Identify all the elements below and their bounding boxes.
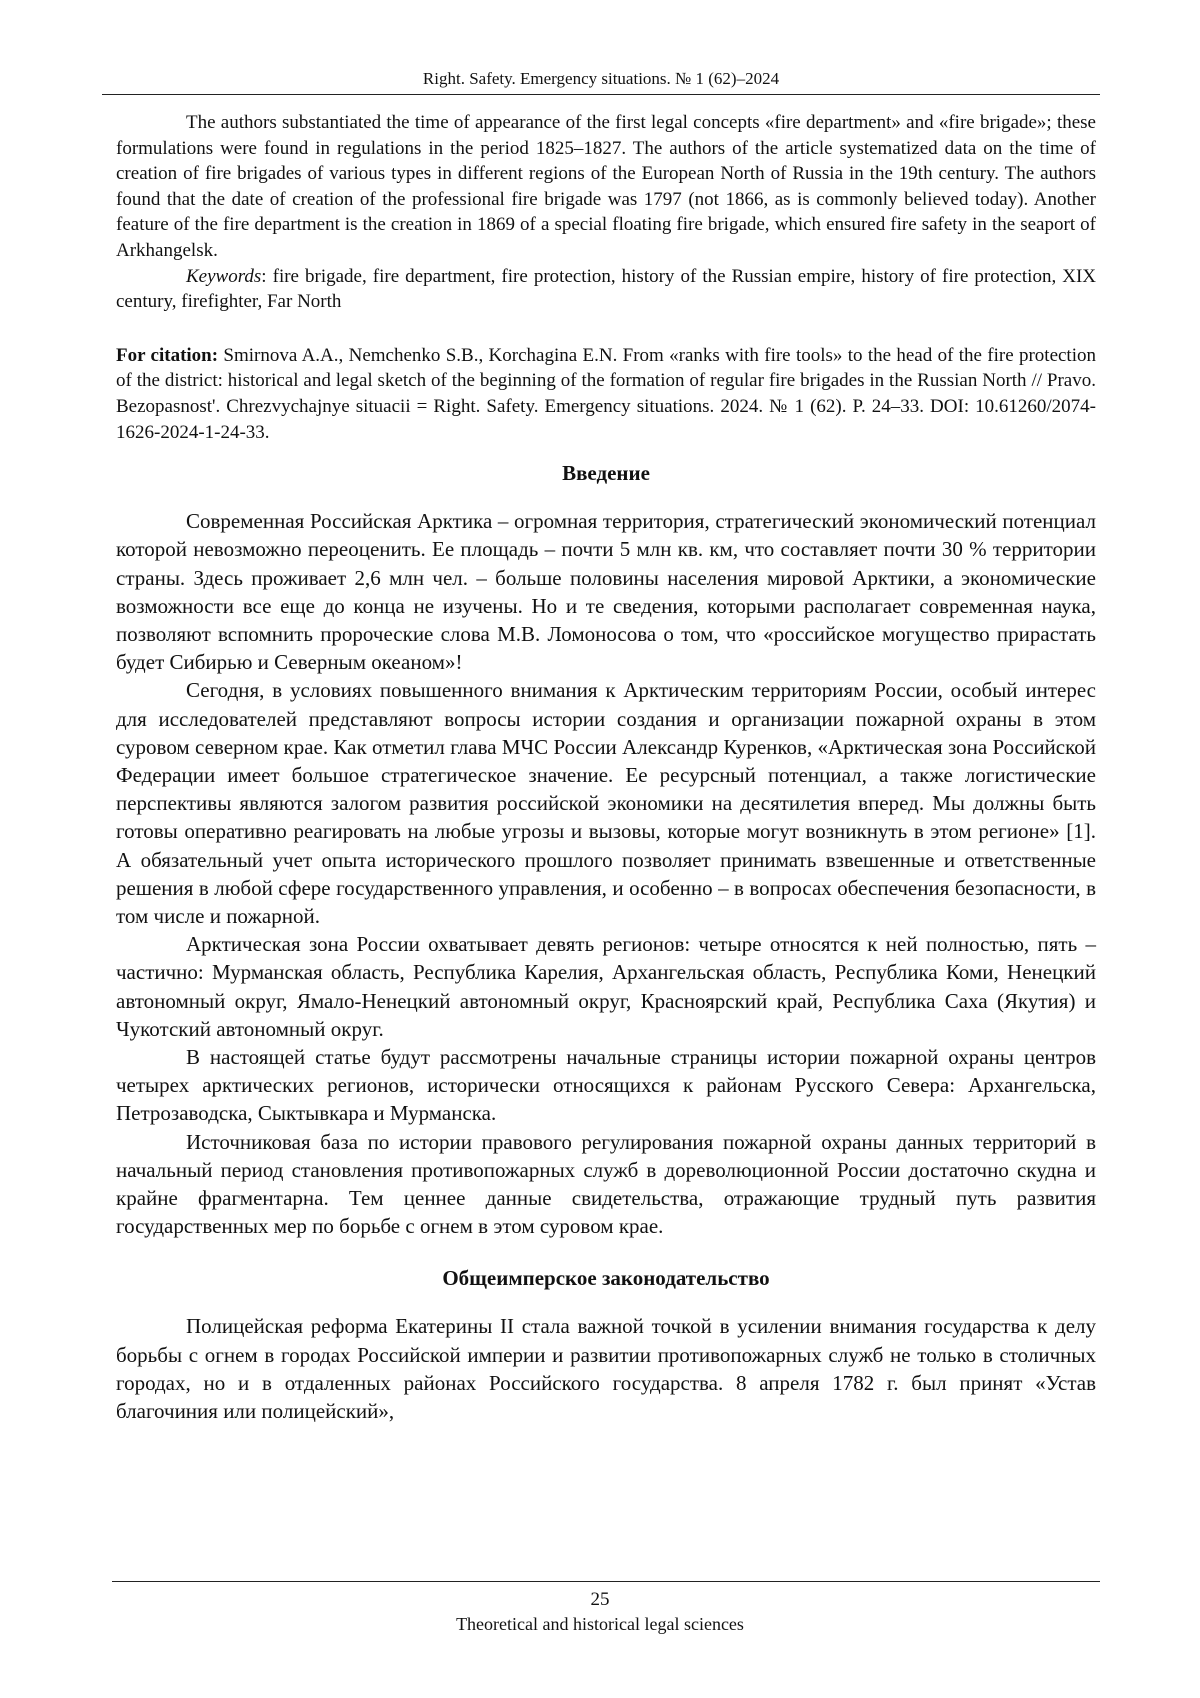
body-paragraph: Современная Российская Арктика – огромная территория, стратегический экономический потенциал которой невозможно переоценить. Ее площадь – почти 5 млн кв. км, что составляет почти 30 % территории страны. Здесь проживает 2,6 млн чел. – больше половины населения мировой Арктики, а экономические возможности все еще до конца не изучены. Но и те сведения, которыми располагает современная наука, позволяют вспомнить пророческие слова М.В. Ломоносова о том, что «российское могущество прирастать будет Сибирью и Северным океаном»! bbox=[116, 509, 1096, 675]
section-title-introduction: Введение bbox=[562, 461, 650, 486]
body-paragraph: Сегодня, в условиях повышенного внимания к Арктическим территориям России, особый интерес для исследователей представляют вопросы истории создания и организации пожарной охраны в этом суровом северном крае. Как отметил глава МЧС России Александр Куренков, «Арктическая зона Российской Федерации имеет большое стратегическое значение. Ее ресурсный потенциал, а также логистические перспективы являются залогом развития российской экономики на десятилетия вперед. Мы должны быть готовы оперативно реагировать на любые угрозы и вызовы, которые могут возникнуть в этом регионе» [1]. А обязательный учет опыта исторического прошлого позволяет принимать взвешенные и ответственные решения в любой сфере государственного управления, и особенно – в вопросах обеспечения безопасности, в том числе и пожарной. bbox=[116, 678, 1096, 928]
page-number: 25 bbox=[590, 1589, 610, 1610]
keywords-text: : fire brigade, fire department, fire protection, history of the Russian empire, history of fire protection, XIX century, firefighter, Far North bbox=[116, 265, 1096, 313]
footer-section-name: Theoretical and historical legal sciences bbox=[456, 1614, 744, 1634]
main-text bbox=[116, 459, 1096, 1425]
header-rule bbox=[102, 94, 1100, 95]
body-paragraph: Источниковая база по истории правового регулирования пожарной охраны данных территорий в начальный период становления противопожарных служб в дореволюционной России достаточно скудна и крайне фрагментарна. Тем ценнее данные свидетельства, отражающие трудный путь развития государственных мер по борьбе с огнем в этом суровом крае. bbox=[116, 1129, 1096, 1239]
section-title-imperial-legislation: Общеимперское законодательство bbox=[442, 1266, 770, 1291]
abstract-paragraph: The authors substantiated the time of appearance of the first legal concepts «fire department» and «fire brigade»; these formulations were found in regulations in the period 1825–1827. The authors of the article systematized data on the time of creation of fire brigades of various types in different regions of the European North of Russia in the 19th century. The authors found that the date of creation of the professional fire brigade was 1797 (not 1866, as is commonly believed today). Another feature of the fire department is the creation in 1869 of a special floating fire brigade, which ensured fire safety in the seaport of Arkhangelsk. bbox=[116, 112, 1096, 261]
citation-paragraph bbox=[116, 343, 1096, 445]
abstract-block bbox=[116, 110, 1096, 445]
article-body bbox=[116, 110, 1096, 1425]
body-paragraph: В настоящей статье будут рассмотрены начальные страницы истории пожарной охраны центров четырех арктических регионов, исторически относящихся к районам Русского Севера: Архангельска, Петрозаводска, Сыктывкара и Мурманска. bbox=[116, 1044, 1096, 1126]
body-paragraph: Арктическая зона России охватывает девять регионов: четыре относятся к ней полностью, пять – частично: Мурманская область, Республика Карелия, Архангельская область, Республика Коми, Ненецкий автономный округ, Ямало-Ненецкий автономный округ, Красноярский край, Республика Саха (Якутия) и Чукотский автономный округ. bbox=[116, 932, 1096, 1041]
running-header: Right. Safety. Emergency situations. № 1 (62)–2024 bbox=[422, 69, 780, 88]
footer-rule bbox=[112, 1581, 1100, 1582]
body-paragraph: Полицейская реформа Екатерины II стала важной точкой в усилении внимания государства к делу борьбы с огнем в городах Российской империи и развитии противопожарных служб не только в столичных городах, но и в отдаленных районах Российского государства. 8 апреля 1782 г. был принят «Устав благочиния или полицейский», bbox=[116, 1314, 1096, 1424]
citation-label: For citation: bbox=[116, 344, 219, 366]
spacer bbox=[116, 315, 1096, 343]
keywords-paragraph bbox=[116, 264, 1096, 315]
citation-text: Smirnova A.A., Nemchenko S.B., Korchagina E.N. From «ranks with fire tools» to the head of the fire protection of the district: historical and legal sketch of the beginning of the formation of regular fire brigades in the Russian North // Pravo. Bezopasnost'. Chrezvychajnye situacii = Right. Safety. Emergency situations. 2024. № 1 (62). P. 24–33. DOI: 10.61260/2074-1626-2024-1-24-33. bbox=[116, 344, 1096, 443]
keywords-label: Keywords bbox=[186, 265, 262, 287]
